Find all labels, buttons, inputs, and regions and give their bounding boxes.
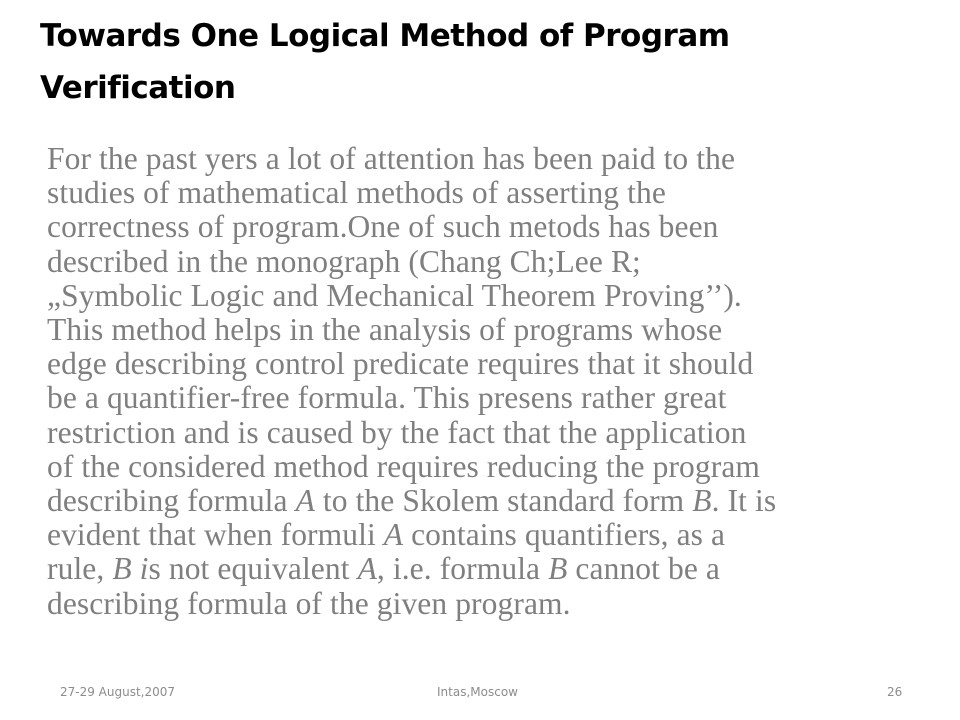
body-line-5: „Symbolic Logic and Mechanical Theorem Proving’’).: [47, 277, 742, 313]
footer-date: 27-29 August,2007: [60, 685, 176, 699]
body-line-9: restriction and is caused by the fact that the application: [47, 414, 747, 450]
body-line-7: edge describing control predicate requires that it should: [47, 346, 754, 382]
body-line-8: be a quantifier-free formula. This presens rather great: [47, 380, 727, 416]
body-line-2: studies of mathematical methods of asserting the: [47, 175, 666, 211]
body-line-13: rule, B is not equivalent A, i.e. formula B cannot be a: [47, 551, 720, 587]
slide-title-line-1: Towards One Logical Method of Program: [40, 18, 730, 54]
body-line-10: of the considered method requires reducing the program: [47, 448, 761, 484]
slide-body-text: [47, 142, 917, 621]
footer-venue: Intas,Moscow: [437, 685, 518, 699]
body-line-6: This method helps in the analysis of programs whose: [47, 312, 723, 348]
slide-title: [40, 10, 900, 114]
body-line-11: describing formula A to the Skolem standard form B. It is: [47, 483, 777, 519]
body-line-4: described in the monograph (Chang Ch;Lee R;: [47, 243, 641, 279]
footer-page-number: 26: [887, 685, 903, 699]
body-line-1: For the past yers a lot of attention has been paid to the: [47, 141, 736, 176]
body-line-14: describing formula of the given program.: [47, 585, 571, 621]
body-line-3: correctness of program.One of such metods has been: [47, 209, 719, 245]
body-line-12: evident that when formuli A contains quantifiers, as a: [47, 517, 726, 553]
slide-title-line-2: Verification: [40, 70, 236, 106]
